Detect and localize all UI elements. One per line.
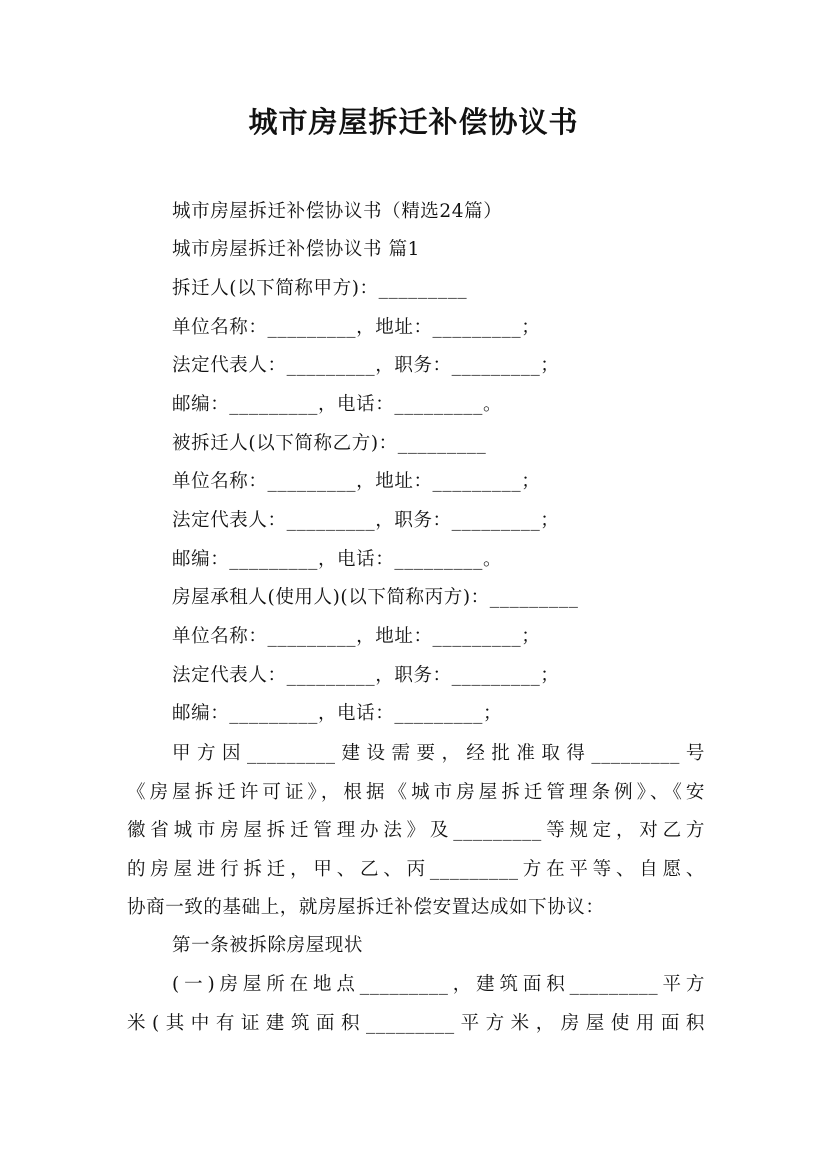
party-b-line: 被拆迁人(以下简称乙方)：_________ <box>172 433 487 454</box>
section1-paragraph <box>127 966 705 1043</box>
paragraph-line: 米(其中有证建筑面积_________平方米，房屋使用面积 <box>127 1012 705 1034</box>
party-a-contact-line: 邮编：_________，电话：_________。 <box>172 394 503 415</box>
document-title: 城市房屋拆迁补偿协议书 <box>248 105 579 139</box>
party-c-unit-line: 单位名称：_________，地址：_________； <box>172 626 541 647</box>
party-c-contact-line: 邮编：_________，电话：_________； <box>172 703 503 724</box>
party-b-rep-line: 法定代表人：_________，职务：_________； <box>172 510 560 531</box>
party-a-unit-line: 单位名称：_________，地址：_________； <box>172 317 541 338</box>
doc-subtitle: 城市房屋拆迁补偿协议书（精选24篇） <box>172 201 503 222</box>
paragraph-line: (一)房屋所在地点_________，建筑面积_________平方 <box>172 974 705 995</box>
paragraph-line: 协商一致的基础上，就房屋拆迁补偿安置达成如下协议： <box>127 897 605 919</box>
chapter-heading: 城市房屋拆迁补偿协议书 篇1 <box>172 239 421 260</box>
party-c-line: 房屋承租人(使用人)(以下简称丙方)：_________ <box>172 587 579 608</box>
party-b-unit-line: 单位名称：_________，地址：_________； <box>172 471 541 492</box>
preamble-paragraph <box>127 735 705 928</box>
paragraph-line: 甲方因_________建设需要，经批准取得_________号 <box>172 743 705 764</box>
party-c-rep-line: 法定代表人：_________，职务：_________； <box>172 665 560 686</box>
party-a-line: 拆迁人(以下简称甲方)：_________ <box>172 278 468 299</box>
paragraph-line: 《房屋拆迁许可证》，根据《城市房屋拆迁管理条例》、《安 <box>127 781 705 803</box>
party-b-contact-line: 邮编：_________，电话：_________。 <box>172 549 503 570</box>
section-heading: 第一条被拆除房屋现状 <box>172 935 364 956</box>
party-a-rep-line: 法定代表人：_________，职务：_________； <box>172 355 560 376</box>
paragraph-line: 的房屋进行拆迁，甲、乙、丙_________方在平等、自愿、 <box>127 858 705 880</box>
paragraph-line: 徽省城市房屋拆迁管理办法》及_________等规定，对乙方 <box>127 820 705 842</box>
